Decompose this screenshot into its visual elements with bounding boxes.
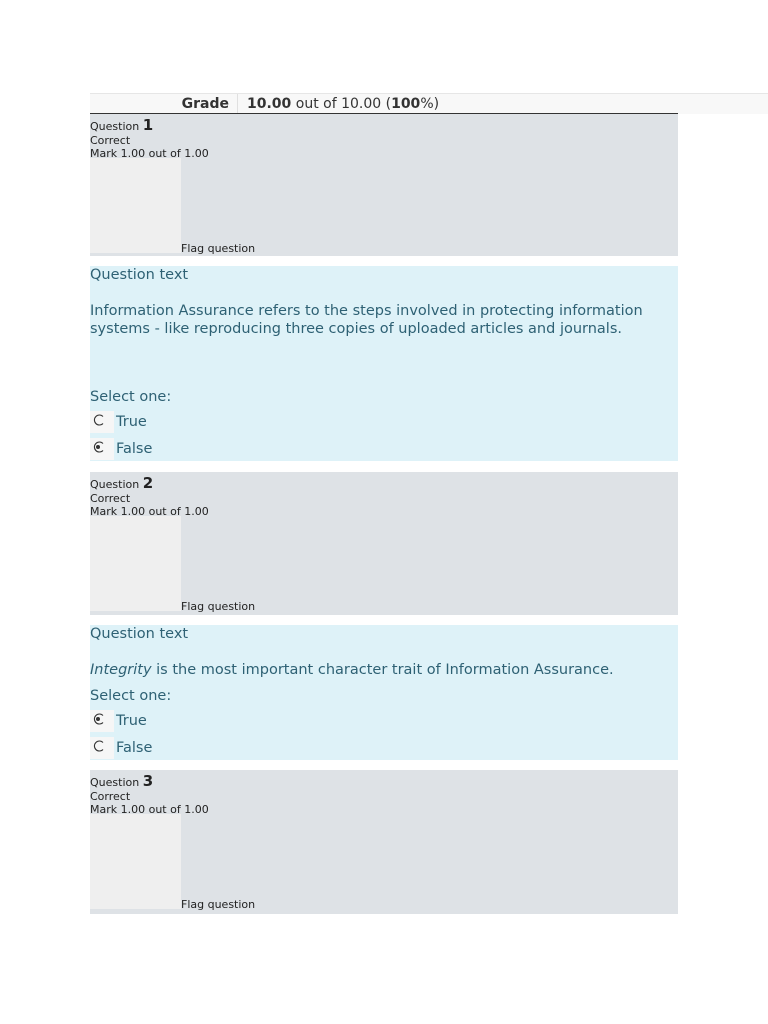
question-label: Question xyxy=(90,478,140,491)
question-number-value: 3 xyxy=(142,772,154,790)
question-state: Correct xyxy=(90,492,131,505)
select-one-prompt: Select one: xyxy=(90,389,172,405)
radio-selected-icon[interactable] xyxy=(90,710,114,732)
question-text: Information Assurance refers to the steps involved in protecting information systems - like reproducing three copies of uploaded articles and journals. xyxy=(90,303,643,337)
question-text-emphasis: Integrity xyxy=(90,662,152,678)
flag-question-link[interactable]: Flag question xyxy=(181,898,256,911)
question-number xyxy=(90,772,153,790)
grade-value xyxy=(247,94,439,114)
grade-label: Grade xyxy=(90,94,238,114)
radio-unselected-icon[interactable] xyxy=(90,411,114,433)
question-info-strip xyxy=(90,814,181,909)
question-text-heading: Question text xyxy=(90,626,189,642)
radio-unselected-icon[interactable] xyxy=(90,737,114,759)
answer-label: True xyxy=(116,414,147,430)
question-label: Question xyxy=(90,776,140,789)
grade-percent: 100 xyxy=(391,96,421,112)
question-state: Correct xyxy=(90,790,131,803)
question-mark: Mark 1.00 out of 1.00 xyxy=(90,803,209,816)
question-label: Question xyxy=(90,120,140,133)
grade-summary-row xyxy=(90,93,768,114)
grade-score: 10.00 xyxy=(247,96,292,112)
question-2-info xyxy=(90,472,678,615)
answer-option-true[interactable] xyxy=(90,411,230,433)
question-number xyxy=(90,116,153,134)
question-mark: Mark 1.00 out of 1.00 xyxy=(90,147,209,160)
question-text xyxy=(90,661,660,679)
question-info-strip xyxy=(90,516,181,611)
answer-label: True xyxy=(116,713,147,729)
question-state: Correct xyxy=(90,134,131,147)
question-1-info xyxy=(90,114,678,256)
answer-option-true[interactable] xyxy=(90,710,230,732)
answer-label: False xyxy=(116,441,153,457)
select-one-prompt: Select one: xyxy=(90,688,172,704)
grade-suffix: %) xyxy=(420,96,440,112)
question-2-formulation xyxy=(90,625,678,760)
flag-question-link[interactable]: Flag question xyxy=(181,242,256,255)
question-number-value: 2 xyxy=(142,474,154,492)
question-number xyxy=(90,474,153,492)
question-text-rest: is the most important character trait of Information Assurance. xyxy=(151,662,614,678)
flag-question-link[interactable]: Flag question xyxy=(181,600,256,613)
answer-option-false[interactable] xyxy=(90,737,230,759)
question-number-value: 1 xyxy=(142,116,154,134)
question-1-formulation xyxy=(90,266,678,461)
grade-out-of: out of 10.00 ( xyxy=(295,96,392,112)
question-mark: Mark 1.00 out of 1.00 xyxy=(90,505,209,518)
question-text-heading: Question text xyxy=(90,267,189,283)
question-info-strip xyxy=(90,158,181,253)
question-3-info xyxy=(90,770,678,914)
radio-selected-icon[interactable] xyxy=(90,438,114,460)
answer-label: False xyxy=(116,740,153,756)
answer-option-false[interactable] xyxy=(90,438,230,460)
